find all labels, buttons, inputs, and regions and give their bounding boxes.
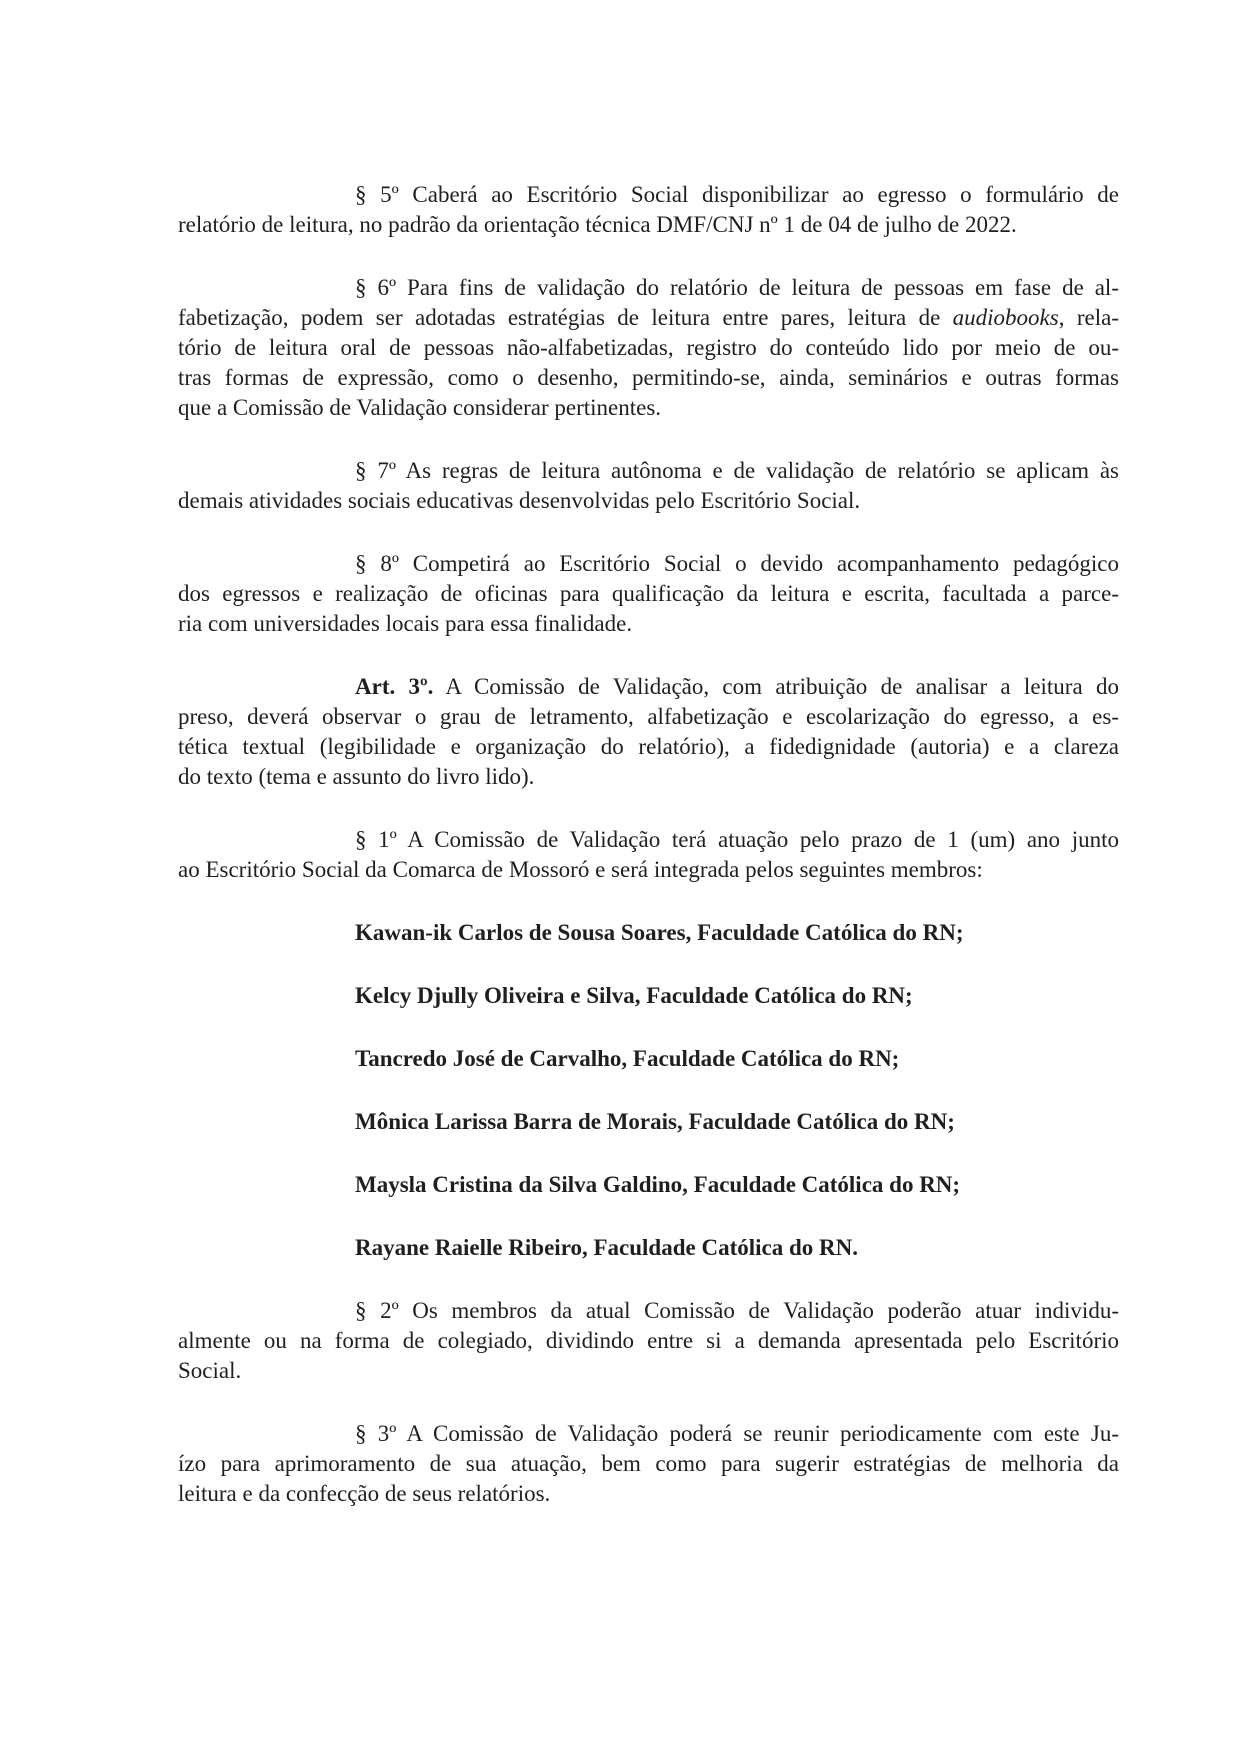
member-item-2 bbox=[178, 981, 1119, 1011]
bold-text-segment: Tancredo José de Carvalho, Faculdade Católica do RN; bbox=[355, 1046, 900, 1071]
bold-text-segment: Art. 3º. bbox=[355, 674, 434, 699]
text-segment: ao Escritório Social da Comarca de Mossoró e será integrada pelos seguintes membros: bbox=[178, 857, 983, 882]
paragraph-sec-2 bbox=[178, 1296, 1119, 1386]
text-segment: § 1º A Comissão de Validação terá atuação pelo prazo de 1 (um) ano junto bbox=[355, 827, 1119, 852]
text-segment: § 8º Competirá ao Escritório Social o devido acompanhamento pedagógico bbox=[355, 551, 1119, 576]
paragraph-art-3 bbox=[178, 672, 1119, 792]
text-line bbox=[178, 210, 1119, 240]
text-line bbox=[178, 393, 1119, 423]
text-line bbox=[178, 1170, 1119, 1200]
text-segment: preso, deverá observar o grau de letramento, alfabetização e escolarização do egresso, a es- bbox=[178, 704, 1119, 729]
text-line bbox=[178, 672, 1119, 702]
bold-text-segment: Mônica Larissa Barra de Morais, Faculdade Católica do RN; bbox=[355, 1109, 955, 1134]
text-segment: § 3º A Comissão de Validação poderá se reunir periodicamente com este Ju- bbox=[355, 1421, 1119, 1446]
text-line bbox=[178, 1326, 1119, 1356]
text-segment: § 6º Para fins de validação do relatório de leitura de pessoas em fase de al- bbox=[355, 275, 1119, 300]
text-line bbox=[178, 579, 1119, 609]
text-line bbox=[178, 303, 1119, 333]
text-segment: do texto (tema e assunto do livro lido). bbox=[178, 764, 535, 789]
text-segment: § 5º Caberá ao Escritório Social disponibilizar ao egresso o formulário de bbox=[355, 182, 1119, 207]
text-segment: tética textual (legibilidade e organização do relatório), a fidedignidade (autoria) e a clareza bbox=[178, 734, 1119, 759]
text-segment: leitura e da confecção de seus relatórios. bbox=[178, 1481, 551, 1506]
text-segment: almente ou na forma de colegiado, dividindo entre si a demanda apresentada pelo Escritório bbox=[178, 1328, 1119, 1353]
text-line bbox=[178, 1449, 1119, 1479]
text-line bbox=[178, 825, 1119, 855]
text-line bbox=[178, 363, 1119, 393]
document-body bbox=[178, 180, 1119, 1509]
text-line bbox=[178, 702, 1119, 732]
text-line bbox=[178, 732, 1119, 762]
paragraph-sec-8 bbox=[178, 549, 1119, 639]
text-line bbox=[178, 549, 1119, 579]
text-line bbox=[178, 1356, 1119, 1386]
text-segment: ízo para aprimoramento de sua atuação, bem como para sugerir estratégias de melhoria da bbox=[178, 1451, 1119, 1476]
member-item-6 bbox=[178, 1233, 1119, 1263]
text-segment: relatório de leitura, no padrão da orientação técnica DMF/CNJ nº 1 de 04 de julho de 2022. bbox=[178, 212, 1017, 237]
text-line bbox=[178, 762, 1119, 792]
text-segment: demais atividades sociais educativas desenvolvidas pelo Escritório Social. bbox=[178, 488, 861, 513]
bold-text-segment: Kelcy Djully Oliveira e Silva, Faculdade Católica do RN; bbox=[355, 983, 913, 1008]
text-line bbox=[178, 1479, 1119, 1509]
member-item-4 bbox=[178, 1107, 1119, 1137]
paragraph-sec-7 bbox=[178, 456, 1119, 516]
italic-text-segment: audiobooks bbox=[952, 305, 1059, 330]
text-segment: , rela- bbox=[1058, 305, 1119, 330]
paragraph-sec-6 bbox=[178, 273, 1119, 423]
bold-text-segment: Rayane Raielle Ribeiro, Faculdade Católica do RN. bbox=[355, 1235, 858, 1260]
text-line bbox=[178, 1044, 1119, 1074]
bold-text-segment: Kawan-ik Carlos de Sousa Soares, Faculdade Católica do RN; bbox=[355, 920, 964, 945]
text-segment: Social. bbox=[178, 1358, 242, 1383]
text-line bbox=[178, 273, 1119, 303]
paragraph-sec-1 bbox=[178, 825, 1119, 885]
text-line bbox=[178, 1296, 1119, 1326]
text-segment: que a Comissão de Validação considerar pertinentes. bbox=[178, 395, 662, 420]
text-line bbox=[178, 609, 1119, 639]
text-segment: § 2º Os membros da atual Comissão de Validação poderão atuar individu- bbox=[355, 1298, 1119, 1323]
text-segment: § 7º As regras de leitura autônoma e de validação de relatório se aplicam às bbox=[355, 458, 1119, 483]
member-item-3 bbox=[178, 1044, 1119, 1074]
text-segment: tório de leitura oral de pessoas não-alfabetizadas, registro do conteúdo lido por meio de ou- bbox=[178, 335, 1119, 360]
member-item-1 bbox=[178, 918, 1119, 948]
text-segment: dos egressos e realização de oficinas para qualificação da leitura e escrita, facultada a parce- bbox=[178, 581, 1119, 606]
paragraph-sec-3 bbox=[178, 1419, 1119, 1509]
text-line bbox=[178, 456, 1119, 486]
text-line bbox=[178, 333, 1119, 363]
paragraph-sec-5 bbox=[178, 180, 1119, 240]
member-item-5 bbox=[178, 1170, 1119, 1200]
text-line bbox=[178, 486, 1119, 516]
text-segment: fabetização, podem ser adotadas estratégias de leitura entre pares, leitura de bbox=[178, 305, 953, 330]
text-line bbox=[178, 180, 1119, 210]
text-line bbox=[178, 855, 1119, 885]
text-line bbox=[178, 1233, 1119, 1263]
text-segment: ria com universidades locais para essa finalidade. bbox=[178, 611, 633, 636]
text-line bbox=[178, 981, 1119, 1011]
text-line bbox=[178, 1419, 1119, 1449]
text-segment: A Comissão de Validação, com atribuição de analisar a leitura do bbox=[433, 674, 1119, 699]
text-line bbox=[178, 1107, 1119, 1137]
text-segment: tras formas de expressão, como o desenho, permitindo-se, ainda, seminários e outras formas bbox=[178, 365, 1119, 390]
text-line bbox=[178, 918, 1119, 948]
bold-text-segment: Maysla Cristina da Silva Galdino, Faculdade Católica do RN; bbox=[355, 1172, 961, 1197]
